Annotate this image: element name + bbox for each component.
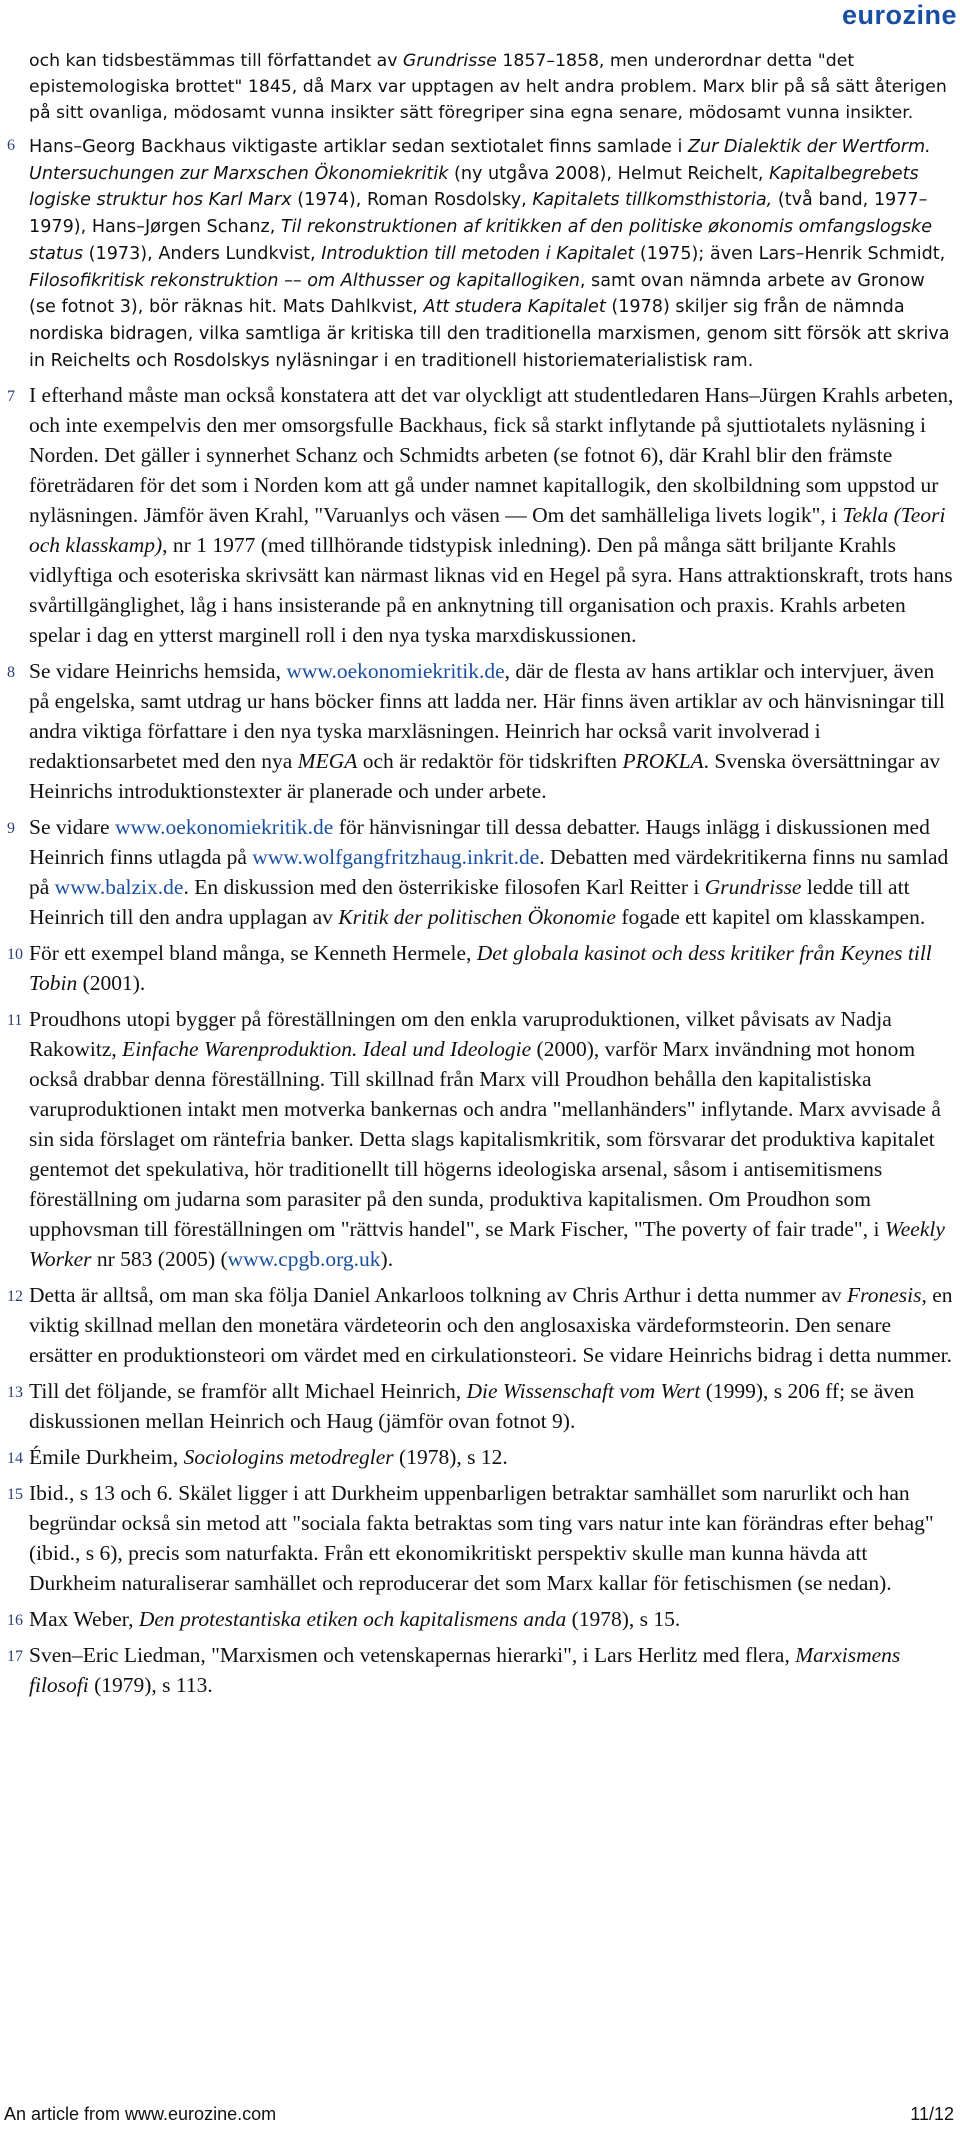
url-link[interactable]: www.cpgb.org.uk xyxy=(227,1247,381,1272)
url-link[interactable]: www.oekonomiekritik.de xyxy=(114,815,334,840)
text-run: (ny utgåva 2008), Helmut Reichelt, xyxy=(448,163,770,184)
italic-title: Marxismens filosofi xyxy=(29,1643,901,1698)
text-run: (1975); även Lars–Henrik Schmidt, xyxy=(634,243,946,264)
text-run: . Svenska översättningar av Heinrichs introduktionstexter är planerade och under arbete. xyxy=(29,749,941,804)
footnote-number: 10 xyxy=(7,946,23,964)
italic-title: Filosofikritisk rekonstruktion –– om Althusser og kapitallogiken xyxy=(29,270,580,291)
footnote-number: 16 xyxy=(7,1612,23,1630)
footnote-12 xyxy=(7,1280,954,1370)
eurozine-logo[interactable]: eurozine xyxy=(841,0,957,30)
text-run: Proudhons utopi bygger på föreställningen om den enkla varuproduktionen, vilket påvisats av Nadja Rakowitz, xyxy=(29,1007,892,1062)
page-number: 11/12 xyxy=(910,2104,954,2124)
text-run: För ett exempel bland många, se Kenneth Hermele, xyxy=(29,941,477,966)
text-run: , samt ovan nämnda arbete av Gronow (se fotnot 3), bör räknas hit. Mats Dahlkvist, xyxy=(29,270,925,318)
intro-paragraph xyxy=(29,48,954,126)
footnote-number: 12 xyxy=(7,1288,23,1306)
footnote-number: 7 xyxy=(7,388,15,406)
text-run: Till det följande, se framför allt Michael Heinrich, xyxy=(29,1379,467,1404)
italic-title: Grundrisse xyxy=(402,51,497,71)
footnote-9 xyxy=(7,812,954,932)
footnote-list xyxy=(7,134,954,1700)
italic-title: Tekla (Teori och klasskamp) xyxy=(29,503,946,558)
footnote-10 xyxy=(7,938,954,998)
url-link[interactable]: www.balzix.de xyxy=(54,875,184,900)
url-link[interactable]: www.oekonomiekritik.de xyxy=(286,659,505,684)
text-run: fogade ett kapitel om klasskampen. xyxy=(615,905,926,930)
footnote-number: 8 xyxy=(7,664,15,682)
footnote-number: 9 xyxy=(7,820,15,838)
text-run: Max Weber, xyxy=(29,1607,139,1632)
italic-title: Sociologins metodregler xyxy=(183,1445,394,1470)
italic-title: Fronesis xyxy=(847,1283,922,1308)
text-run: Ibid., s 13 och 6. Skälet ligger i att Durkheim uppenbarligen betraktar samhället som narurlikt och han begründar också sin metod att "sociala fakta betraktas som ting vars natur inte kan förändras efter behag" (ibid., s 6), precis som naturfakta. Från ett ekonomikritiskt perspektiv skulle man kunna hävda att Durkheim naturaliserar samhället och reproducerar det som Marx kallar för fetischismen (se nedan). xyxy=(29,1481,934,1596)
text-run: . En diskussion med den österrikiske filosofen Karl Reitter i xyxy=(183,875,705,900)
text-run: (2000), varför Marx invändning mot honom också drabbar denna föreställning. Till skillnad från Marx vill Proudhon behålla den kapitalistiska varuproduktionen intakt men motverka bankernas och andra "mellanhänders" inflytande. Marx avvisade å sin sida förslaget om räntefria banker. Detta slags kapitalismkritik, som försvarar det produktiva kapitalet gentemot det spekulativa, hör traditionellt till högerns ideologiska arsenal, såsom i antisemitismens föreställning om judarna som parasiter på den sunda, produktiva kapitalismen. Om Proudhon som upphovsman till föreställningen om "rättvis handel", se Mark Fischer, "The poverty of fair trade", i xyxy=(29,1037,941,1242)
footnote-6 xyxy=(7,134,954,374)
footnote-17 xyxy=(7,1640,954,1700)
source-note: An article from www.eurozine.com xyxy=(4,2104,277,2124)
italic-title: Kritik der politischen Ökonomie xyxy=(338,905,616,930)
text-run: Sven–Eric Liedman, "Marxismen och vetenskapernas hierarki", i Lars Herlitz med flera, xyxy=(29,1643,796,1668)
text-run: (1974), Roman Rosdolsky, xyxy=(291,190,533,211)
footnote-13 xyxy=(7,1376,954,1436)
text-run: nr 583 (2005) ( xyxy=(91,1247,228,1272)
italic-title: Den protestantiska etiken och kapitalismens anda xyxy=(138,1607,567,1632)
text-run: I efterhand måste man också konstatera att det var olyckligt att studentledaren Hans–Jürgen Krahls arbeten, och inte exempelvis den mer omsorgsfulle Backhaus, fick så starkt inflytande på sjuttiotalets nyläsning i Norden. Det gäller i synnerhet Schanz och Schmidts arbeten (se fotnot 6), där Krahl blir den främste företrädaren för det som i Norden kom att gå under namnet kapitallogik, den skolbildning som uppstod ur nyläsningen. Jämför även Krahl, "Varuanlys och väsen –– Om det samhälleliga livets logik", i xyxy=(29,383,954,528)
text-run: Se vidare xyxy=(29,815,115,840)
footnote-number: 6 xyxy=(7,137,15,154)
italic-title: Weekly Worker xyxy=(29,1217,945,1272)
italic-title: Zur Dialektik der Wertform. Untersuchungen zur Marxschen Ökonomiekritik xyxy=(29,137,931,184)
italic-title: Kapitalets tillkomsthistoria, xyxy=(532,190,773,211)
footnote-number: 11 xyxy=(7,1012,23,1030)
italic-title: Einfache Warenproduktion. Ideal und Ideologie xyxy=(122,1037,532,1062)
footnote-15 xyxy=(7,1478,954,1598)
page-footer xyxy=(4,2101,954,2125)
text-run: och är redaktör för tidskriften xyxy=(357,749,623,774)
italic-title: Grundrisse xyxy=(704,875,802,900)
text-run: , en viktig skillnad mellan den monetära värdeteorin och den anglosaxiska värdeformsteorin. Den senare ersätter en produktionsteori om värdet med en cirkulationsteori. Se vidare Heinrichs bidrag i detta nummer. xyxy=(29,1283,953,1368)
text-run: (1978) skiljer sig från de nämnda nordiska bidragen, vilka samtliga är kritiska till den traditionella marxismen, genom sitt försök att skriva in Reichelts och Rosdolskys nyläsningar i en traditionell historiematerialistisk ram. xyxy=(29,297,950,371)
text-run: Émile Durkheim, xyxy=(29,1445,184,1470)
text-run: (1978), s 12. xyxy=(393,1445,508,1470)
italic-title: Kapitalbegrebets logiske struktur hos Karl Marx xyxy=(29,163,919,211)
italic-title: Til rekonstruktionen af kritikken af den politiske økonomis omfangslogske status xyxy=(29,217,933,264)
italic-title: MEGA xyxy=(297,749,358,774)
text-run: Hans–Georg Backhaus viktigaste artiklar sedan sextiotalet finns samlade i xyxy=(29,137,688,157)
footnote-11 xyxy=(7,1004,954,1274)
text-run: 1857–1858, men underordnar detta "det epistemologiska brottet" 1845, då Marx var upptagen av helt andra problem. Marx blir på så sätt återigen på sitt ovanliga, mödosamt vunna insikter sätt föregriper sina egna senare, mödosamt vunna insikter. xyxy=(29,51,947,123)
text-run: Detta är alltså, om man ska följa Daniel Ankarloos tolkning av Chris Arthur i detta nummer av xyxy=(29,1283,848,1308)
footnote-number: 14 xyxy=(7,1450,23,1468)
italic-title: Die Wissenschaft vom Wert xyxy=(466,1379,701,1404)
footnote-8 xyxy=(7,656,954,806)
text-run: (1978), s 15. xyxy=(566,1607,681,1632)
footnote-number: 15 xyxy=(7,1486,23,1504)
footnotes-content xyxy=(7,48,954,1706)
italic-title: Det globala kasinot och dess kritiker från Keynes till Tobin xyxy=(29,941,932,996)
text-run: , nr 1 1977 (med tillhörande tidstypisk inledning). Den på många sätt briljante Krahls vidlyftiga och esoteriska skrivsätt kan närmast liknas vid en Hegel på syra. Hans attraktionskraft, trots hans svårtillgänglighet, låg i hans insisterande på en anknytning till organisation och praxis. Krahls arbeten spelar i dag en ytterst marginell roll i den nya tyska marxdiskussionen. xyxy=(29,533,953,648)
footnote-number: 17 xyxy=(7,1648,23,1666)
text-run: ). xyxy=(380,1247,394,1272)
text-run: (1999), s 206 ff; se även diskussionen mellan Heinrich och Haug (jämför ovan fotnot 9). xyxy=(29,1379,915,1434)
url-link[interactable]: www.wolfgangfritzhaug.inkrit.de xyxy=(252,845,540,870)
text-run: för hänvisningar till dessa debatter. Haugs inlägg i diskussionen med Heinrich finns utlagda på xyxy=(29,815,930,870)
text-run: , där de flesta av hans artiklar och intervjuer, även på engelska, samt utdrag ur hans böcker finns att ladda ner. Här finns även artiklar av och hänvisningar till andra viktiga författare i den nya tyska marxläsningen. Heinrich har också varit involverad i redaktionsarbetet med den nya xyxy=(29,659,945,774)
text-run: . Debatten med värdekritikerna finns nu samlad på xyxy=(29,845,949,900)
text-run: (1973), Anders Lundkvist, xyxy=(83,243,322,264)
text-run: (2001). xyxy=(77,971,146,996)
footnote-14 xyxy=(7,1442,954,1472)
text-run: (1979), s 113. xyxy=(88,1673,213,1698)
footnote-7 xyxy=(7,380,954,650)
footnote-number: 13 xyxy=(7,1384,23,1402)
italic-title: PROKLA xyxy=(622,749,704,774)
italic-title: Att studera Kapitalet xyxy=(423,297,606,318)
footnote-16 xyxy=(7,1604,954,1634)
italic-title: Introduktion till metoden i Kapitalet xyxy=(321,243,635,264)
text-run: Se vidare Heinrichs hemsida, xyxy=(29,659,287,684)
text-run: ledde till att Heinrich till den andra upplagan av xyxy=(29,875,910,930)
text-run: (två band, 1977–1979), Hans–Jørgen Schanz, xyxy=(29,190,928,238)
text-run: och kan tidsbestämmas till författandet av xyxy=(29,51,403,71)
